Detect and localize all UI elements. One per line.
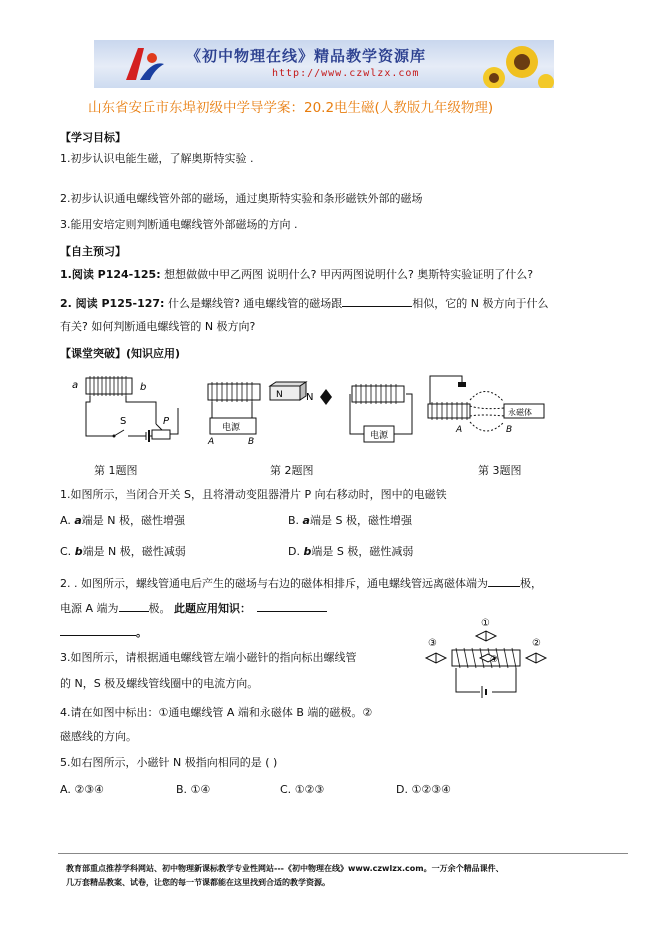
q1-option-d bbox=[288, 545, 413, 559]
q5-option-b bbox=[176, 783, 210, 797]
goal-item: 3.能用安培定则判断通电螺线管外部磁场的方向 . bbox=[60, 218, 298, 231]
answer-blank[interactable] bbox=[488, 575, 520, 587]
option-var: b bbox=[74, 545, 83, 558]
fig4-label-3: ③ bbox=[428, 638, 437, 649]
option-text: 端是 N 极，磁性增强 bbox=[81, 514, 185, 527]
preview-q1-text: 想想做做中甲乙两图 说明什么? 甲丙两图说明什么? 奥斯特实验证明了什么? bbox=[164, 268, 534, 281]
question-4: 4.请在如图中标出：①通电螺线管 A 端和永磁体 B 端的磁极。② bbox=[60, 706, 373, 719]
fig3-label-a: A bbox=[456, 425, 463, 435]
question-3: 3.如图所示，请根据通电螺线管左端小磁针的指向标出螺线管 bbox=[60, 651, 357, 664]
document-title: 山东省安丘市东埠初级中学导学案：20.2电生磁(人教版九年级物理) bbox=[88, 100, 494, 116]
answer-blank[interactable] bbox=[342, 295, 412, 307]
fig4-label-1: ① bbox=[481, 618, 490, 629]
q5-option-d bbox=[396, 783, 451, 797]
goals-heading: 【学习目标】 bbox=[60, 131, 126, 144]
answer-blank[interactable] bbox=[119, 600, 149, 612]
fig3-magnet-label: 永磁体 bbox=[508, 408, 532, 417]
question-5: 5.如右图所示，小磁针 N 极指向相同的是 ( ) bbox=[60, 756, 278, 769]
q2-text: 电源 A 端为 bbox=[60, 602, 119, 615]
q2-text-end: 极， bbox=[519, 577, 542, 590]
footer-line: 教育部重点推荐学科网站、初中物理新课标教学专业性网站---《初中物理在线》www.czwlzx.com。一万余个精品课件、 bbox=[66, 864, 504, 873]
question-1: 1.如图所示，当闭合开关 S，且将滑动变阻器滑片 P 向右移动时，图中的电磁铁 bbox=[60, 488, 447, 501]
option-var: a bbox=[302, 514, 310, 527]
q2-text: 2. . 如图所示，螺线管通电后产生的磁场与右边的磁体相排斥，通电螺线管远离磁体端为 bbox=[60, 577, 488, 590]
fig2-label-a: A bbox=[208, 437, 215, 447]
figure-1-electromagnet-circuit bbox=[68, 368, 190, 446]
header-banner bbox=[94, 40, 554, 88]
footer-line: 几万套精品教案、试卷，让您的每一节课都能在这里找到合适的教学资源。 bbox=[66, 878, 330, 887]
fig2-label-b: B bbox=[248, 437, 255, 447]
preview-q1-label: 1.阅读 P124-125: bbox=[60, 268, 161, 281]
option-letter: C. bbox=[60, 545, 72, 558]
question-4-cont: 磁感线的方向。 bbox=[60, 730, 137, 743]
compass-needle bbox=[306, 386, 336, 408]
preview-q2-cont: 有关? 如何判断通电螺线管的 N 极方向? bbox=[60, 320, 256, 333]
option-letter: B. bbox=[288, 514, 300, 527]
goal-item: 1.初步认识电能生磁，了解奥斯特实验 . bbox=[60, 152, 254, 165]
class-heading-note: (知识应用) bbox=[126, 347, 181, 360]
class-heading-label: 【课堂突破】 bbox=[60, 347, 126, 360]
preview-q2-text: 相似，它的 N 极方向于什么 bbox=[412, 297, 549, 310]
question-3-cont: 的 N，S 极及螺线管线圈中的电流方向。 bbox=[60, 677, 259, 690]
option-letter: D. bbox=[288, 545, 300, 558]
figure-2-solenoid-magnet bbox=[200, 372, 320, 450]
fig4-label-4: ④ bbox=[490, 655, 499, 665]
preview-q2-text: 什么是螺线管? 通电螺线管的磁场跟 bbox=[167, 297, 343, 310]
answer-blank[interactable] bbox=[60, 624, 136, 636]
fig2b-power-label: 电源 bbox=[370, 431, 389, 441]
option-text: ②③④ bbox=[74, 783, 104, 796]
option-letter: A. bbox=[60, 783, 71, 796]
figure-2b-solenoid-power bbox=[346, 378, 418, 450]
option-var: b bbox=[303, 545, 312, 558]
preview-q2 bbox=[60, 295, 549, 311]
option-text: 端是 S 极，磁性增强 bbox=[309, 514, 412, 527]
fig3-label-b: B bbox=[506, 425, 513, 435]
option-text: ①②③④ bbox=[411, 783, 451, 796]
question-2-cont bbox=[60, 600, 327, 616]
q1-option-c bbox=[60, 545, 186, 559]
preview-heading: 【自主预习】 bbox=[60, 245, 126, 258]
fig4-label-2: ② bbox=[532, 638, 541, 649]
q2-text-end: 。 bbox=[136, 626, 147, 639]
option-text: 端是 S 极，磁性减弱 bbox=[311, 545, 414, 558]
class-heading bbox=[60, 347, 180, 361]
question-2 bbox=[60, 575, 542, 591]
option-var: a bbox=[74, 514, 82, 527]
figure-4-compass-solenoid bbox=[424, 614, 554, 704]
figure-3-solenoid-permanent-magnet bbox=[420, 370, 550, 450]
fig1-label-b: b bbox=[140, 382, 147, 393]
fig1-label-p: P bbox=[163, 416, 170, 427]
q5-option-c bbox=[280, 783, 324, 797]
option-letter: B. bbox=[176, 783, 188, 796]
preview-q1 bbox=[60, 268, 533, 282]
fig2-label-n: N bbox=[276, 390, 283, 400]
option-letter: C. bbox=[280, 783, 292, 796]
q2-text-mid: 极。 bbox=[148, 602, 171, 615]
figure-3-caption: 第 3题图 bbox=[478, 464, 522, 477]
q1-option-b bbox=[288, 514, 412, 528]
figure-2-caption: 第 2题图 bbox=[270, 464, 314, 477]
compass-label-n: N bbox=[306, 392, 314, 403]
q2-knowledge-label: 此题应用知识： bbox=[174, 602, 252, 615]
fig1-label-s: S bbox=[120, 416, 127, 427]
option-text: ①④ bbox=[190, 783, 211, 796]
sunflower-icon bbox=[483, 46, 554, 88]
option-letter: A. bbox=[60, 514, 71, 527]
option-letter: D. bbox=[396, 783, 408, 796]
figure-1-caption: 第 1题图 bbox=[94, 464, 138, 477]
goal-item: 2.初步认识通电螺线管外部的磁场，通过奥斯特实验和条形磁铁外部的磁场 bbox=[60, 192, 423, 205]
q5-option-a bbox=[60, 783, 104, 797]
footer-divider bbox=[58, 853, 628, 854]
page-footer bbox=[66, 862, 626, 890]
banner-url: http://www.czwlzx.com bbox=[272, 68, 420, 79]
option-text: 端是 N 极，磁性减弱 bbox=[82, 545, 186, 558]
fig1-label-a: a bbox=[72, 380, 79, 391]
banner-title: 《初中物理在线》精品教学资源库 bbox=[186, 47, 427, 65]
preview-q2-label: 2. 阅读 P125-127: bbox=[60, 297, 165, 310]
option-text: ①②③ bbox=[294, 783, 325, 796]
answer-blank[interactable] bbox=[257, 600, 327, 612]
q1-option-a bbox=[60, 514, 185, 528]
fig2-power-label: 电源 bbox=[222, 423, 241, 433]
question-2-cont2 bbox=[60, 624, 147, 640]
